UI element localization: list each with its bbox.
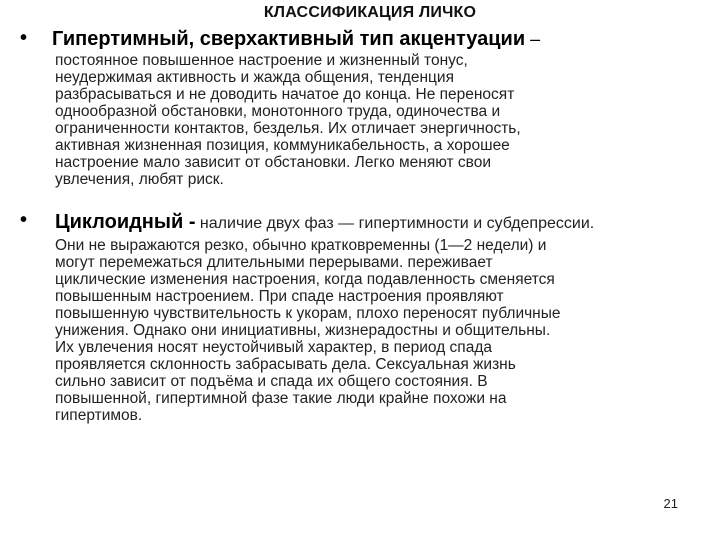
item-heading-inline: наличие двух фаз — гипертимности и субдепрессии. (195, 215, 595, 232)
list-item-hyperthymic (20, 28, 715, 188)
bullet-icon: • (20, 209, 28, 231)
item-heading-line (55, 210, 715, 236)
item-heading-text: Циклоидный - (55, 211, 196, 233)
item-heading-text: Гипертимный, сверхактивный тип акцентуации (52, 28, 526, 50)
item-heading-dash: – (525, 29, 541, 49)
page-number: 21 (663, 496, 678, 511)
item-heading (52, 28, 715, 50)
bullet-icon: • (20, 27, 28, 49)
list-item-cycloid (20, 210, 715, 424)
slide-title: КЛАССИФИКАЦИЯ ЛИЧКО (263, 4, 477, 21)
item-body: Они не выражаются резко, обычно кратковременны (1—2 недели) и могут перемежаться длительными перерывами. переживает циклические изменения настроения, когда подавленность сменяется повышенным настроением. При спаде настроения проявляют повышенную чувствительность к укорам, плохо переносят публичные унижения. Однако они инициативны, жизнерадостны и общительны. Их увлечения носят неустойчивый характер, в период спада проявляется склонность забрасывать дела. Сексуальная жизнь сильно зависит от подъёма и спада их общего состояния. В повышенной, гипертимной фазе такие люди крайне похожи на гипертимов. (55, 237, 561, 424)
item-body: постоянное повышенное настроение и жизненный тонус, неудержимая активность и жажда общения, тенденция разбрасываться и не доводить начатое до конца. Не переносят однообразной обстановки, монотонного труда, одиночества и ограниченности контактов, безделья. Их отличает энергичность, активная жизненная позиция, коммуникабельность, а хорошее настроение мало зависит от обстановки. Легко меняют свои увлечения, любят риск. (55, 52, 521, 188)
